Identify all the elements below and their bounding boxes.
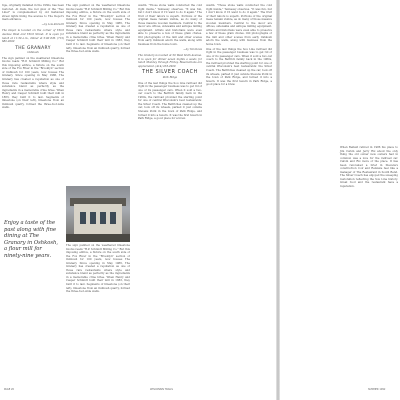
photo-window xyxy=(80,212,86,224)
col4-body-2: One of the last things the Sou Line railroad did right in the passenger business was to get rid of one of its passenger cars. When it sold a two-car coach to the Belfrich family back in the 1960s, the railroad provided the starting point for one of central Wisconsin's best restaurants: the Silver Coach. The Belfriches cleaned up the car, took off its wheels, parked it just outside Stevens Point in the town of Park Ridge, and turned it into a tavern. It was the first tavern in Park Ridge, a good place for a brew. xyxy=(206,47,272,87)
left-column-2 xyxy=(66,4,130,184)
col1-top-paragraph: tige, originally installed in the 1930s, has been restored. At dusk, the red glow of the "Neo Liner" is complemented by old fashioned street lights lining the avenue to The Depot's main entrance. xyxy=(2,4,64,22)
folio-center: WISCONSIN TRAILS xyxy=(150,388,173,391)
pull-quote: Enjoy a taste of the past along with fine dining at The Granary in Oshkosh, a flour mill for ninety-nine years. xyxy=(4,220,59,259)
col3-body: Austin. "Those stone walls conducted the cold right inside," Tennessy observes. "It was fun, but I don't know if I'd want to do it again." The fruit of their labors is superb. Portions of the original mesa remain visible, as do many of those massive wooden members. Central to the decor are offices, sidewalks and antique milling equipment. Artists and historians were even able to preserve a few of these grain chutes. Old photographs of the mill and other scenes from early Oshkosh adorn the walls, along with business from the home town. xyxy=(138,4,202,47)
right-page-blank-top xyxy=(280,0,400,144)
section-title-silver-coach: THE SILVER COACH xyxy=(142,70,198,76)
col3-signature: —by Tom Davis xyxy=(183,47,202,51)
col2-left-body: The sign painted on the weathered limestone blocks reads "H.P. Schmidt Milling Co." But this imposing edifice, a fixture on the south side of the Fox River in the "Brooklyn" section of Oshkosh for 100 years, now houses The Granary. Since opening in May 1986, The Granary has created a reputation as one of those rare restaurants where style and substance blend as perfectly as the ingredients in a memorable crme brlee. When Henry and Casper Schmidt built their mill in 1883, they built it to last. Segments of limestone (on their left), limestone from an Oshkosh quarry, formed the three-foot-wide walls. xyxy=(66,4,130,54)
right-page-column xyxy=(340,146,398,190)
section-subtitle-park-ridge: Park Ridge xyxy=(162,76,178,80)
left-column-1 xyxy=(2,4,64,384)
section-title-granary: THE GRANARY xyxy=(15,45,51,51)
folio-left: PAGE 20 xyxy=(4,388,15,391)
folio-right: SUMMER 1992 xyxy=(368,388,386,391)
left-column-4 xyxy=(206,4,272,384)
granary-photo xyxy=(66,186,130,242)
col1-info-block: The Depot is located on the corner of Third Avenue West and Third Street. It is open for lunch at 11:30 a.m., dinner at 5:00 P.M. (715) 682-0200 xyxy=(2,29,64,44)
photo-ground xyxy=(66,234,130,242)
col3-body-2: One of the last things the Sou Line railroad did right in the passenger business was to get rid of one of its passenger cars. When it sold a two-car coach to the Belfrich family back in the 1960s, the railroad provided the starting point for one of central Wisconsin's best restaurants: the Silver Coach. The Belfriches cleaned up the car, took off its wheels, parked it just outside Stevens Point in the town of Park Ridge, and turned it into a tavern. It was the first tavern in Park Ridge, a good place for a brew. xyxy=(138,81,202,121)
photo-window xyxy=(100,212,106,224)
right-column-body: When Beifeld retired in 1986 his place to Jim Calvin and Jerry Rix about the only thing the old owner new owners had in common was a love for the railroad car. Calvin and Rix more of the place. It has been renovated a brief in Stevens's construction roof and Rennate feel like a manager of The Restaurant in South Bend. The Silver Coach has enjoyed the sweeping restoration reflecting the Sou Line history. Great food and the restaurant have a reputation. xyxy=(340,146,398,189)
col3-info-block: The Granary is located at 50 West Sixth Avenue. It is open for dinner seven nights a week; for lunch Monday through Friday. Reservations are appreciated. (414) 233-2929 xyxy=(138,54,202,68)
photo-window xyxy=(90,212,96,224)
col1-signature: —by Lois Albrecht xyxy=(41,22,64,26)
right-page-blank-left xyxy=(280,146,338,396)
col2-left-bottom-body: The sign painted on the weathered limestone blocks reads "H.P. Schmidt Milling Co." But this imposing edifice, a fixture on the south side of the Fox River in the "Brooklyn" section of Oshkosh for 100 years, now houses The Granary. Since opening in May 1986, The Granary has created a reputation as one of those rare restaurants where style and substance blend as perfectly as the ingredients in a memorable crme brlee. When Henry and Casper Schmidt built their mill in 1883, they built it to last. Segments of limestone (on their left), limestone from an Oshkosh quarry, formed the three-foot-wide walls. xyxy=(66,244,130,294)
col1-body: The sign painted on the weathered limestone blocks reads "H.P. Schmidt Milling Co." But this imposing edifice, a fixture on the south side of the Fox River in the "Brooklyn" section of Oshkosh for 100 years, now houses The Granary. Since opening in May 1986, The Granary has created a reputation as one of those rare restaurants where style and substance blend as perfectly as the ingredients in a memorable crme brlee. When Henry and Casper Schmidt built their mill in 1883, they built it to last. Segments of limestone (on their left), limestone from an Oshkosh quarry, formed the three-foot-wide walls. xyxy=(2,56,64,110)
photo-window xyxy=(110,212,116,224)
col4-body: Austin. "Those stone walls conducted the cold right inside," Tennessy observes. "It was fun, but I don't know if I'd want to do it again." The fruit of their labors is superb. Portions of the original mesa remain visible, as do many of those massive wooden members. Central to the decor are offices, sidewalks and antique milling equipment. Artists and historians were even able to preserve a few of these grain chutes. Old photographs of the mill and other scenes from early Oshkosh adorn the walls, along with business from the home town. xyxy=(206,4,272,47)
section-subtitle-oshkosh: Oshkosh xyxy=(27,51,39,55)
left-column-2-bottom xyxy=(66,244,130,384)
left-column-3 xyxy=(138,4,202,384)
